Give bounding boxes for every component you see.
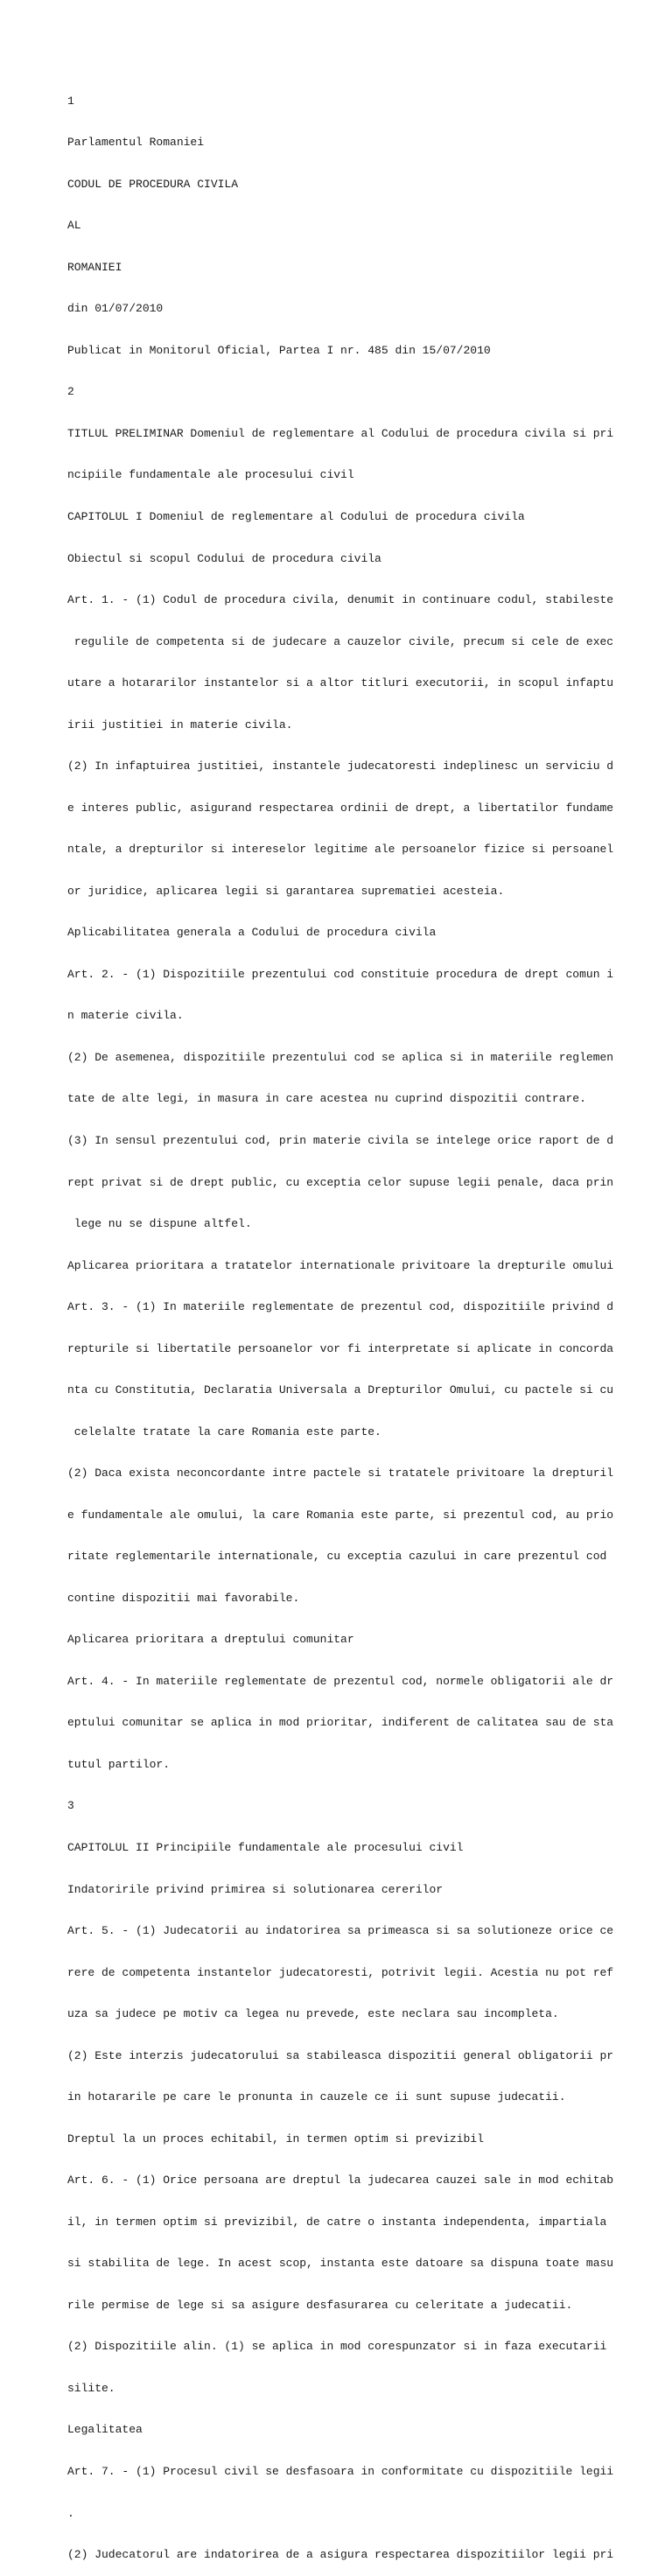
text-line: Aplicarea prioritara a dreptului comunitar — [67, 1633, 354, 1647]
text-line: rept privat si de drept public, cu exceptia celor supuse legii penale, daca prin — [67, 1175, 614, 1189]
text-line: ROMANIEI — [67, 260, 122, 274]
text-line: 3 — [67, 1799, 74, 1813]
text-line: rile permise de lege si sa asigure desfasurarea cu celeritate a judecatii. — [67, 2298, 573, 2312]
text-line: tate de alte legi, in masura in care acestea nu cuprind dispozitii contrare. — [67, 1092, 586, 1106]
text-line: Art. 5. - (1) Judecatorii au indatorirea sa primeasca si sa solutioneze orice ce — [67, 1924, 614, 1938]
text-line: Art. 2. - (1) Dispozitiile prezentului cod constituie procedura de drept comun i — [67, 967, 614, 981]
text-line: (2) In infaptuirea justitiei, instantele judecatoresti indeplinesc un serviciu d — [67, 760, 614, 774]
text-line: (3) In sensul prezentului cod, prin materie civila se intelege orice raport de d — [67, 1133, 614, 1147]
text-line: Parlamentul Romaniei — [67, 136, 205, 150]
text-line: (2) Judecatorul are indatorirea de a asigura respectarea dispozitiilor legii pri — [67, 2548, 614, 2562]
text-line: lege nu se dispune altfel. — [67, 1217, 252, 1231]
text-line: regulile de competenta si de judecare a cauzelor civile, precum si cele de exec — [67, 634, 614, 648]
text-line: CODUL DE PROCEDURA CIVILA — [67, 177, 239, 191]
text-line: Dreptul la un proces echitabil, in termen optim si previzibil — [67, 2132, 484, 2146]
text-line: tutul partilor. — [67, 1757, 171, 1771]
text-line: celelalte tratate la care Romania este parte. — [67, 1424, 382, 1438]
text-line: 1 — [67, 94, 74, 108]
text-line: (2) Dispozitiile alin. (1) se aplica in mod corespunzator si in faza executarii — [67, 2340, 607, 2354]
text-line: Legalitatea — [67, 2423, 143, 2437]
text-line: (2) Daca exista neconcordante intre pactele si tratatele privitoare la drepturil — [67, 1466, 614, 1480]
text-line: AL — [67, 219, 81, 233]
text-line: Aplicarea prioritara a tratatelor internationale privitoare la drepturile omului — [67, 1258, 614, 1272]
text-line: CAPITOLUL I Domeniul de reglementare al Codului de procedura civila — [67, 510, 525, 523]
text-line: din 01/07/2010 — [67, 302, 164, 316]
text-line: Art. 6. - (1) Orice persoana are dreptul la judecarea cauzei sale in mod echitab — [67, 2174, 614, 2188]
text-line: silite. — [67, 2381, 116, 2395]
text-line: rere de competenta instantelor judecatoresti, potrivit legii. Acestia nu pot ref — [67, 1965, 614, 1979]
text-line: contine dispozitii mai favorabile. — [67, 1591, 300, 1605]
text-line: si stabilita de lege. In acest scop, instanta este datoare sa dispuna toate masu — [67, 2257, 614, 2271]
text-line: Art. 7. - (1) Procesul civil se desfasoara in conformitate cu dispozitiile legii — [67, 2464, 614, 2478]
text-line: utare a hotararilor instantelor si a altor titluri executorii, in scopul infaptu — [67, 676, 614, 690]
text-line: eptului comunitar se aplica in mod prioritar, indiferent de calitatea sau de sta — [67, 1716, 614, 1730]
text-line: TITLUL PRELIMINAR Domeniul de reglementare al Codului de procedura civila si pri — [67, 426, 614, 440]
text-line: Art. 3. - (1) In materiile reglementate de prezentul cod, dispozitiile privind d — [67, 1300, 614, 1314]
text-line: 2 — [67, 385, 74, 399]
text-line: (2) Este interzis judecatorului sa stabileasca dispozitii general obligatorii pr — [67, 2048, 614, 2062]
text-line: CAPITOLUL II Principiile fundamentale ale procesului civil — [67, 1841, 464, 1854]
text-line: . — [67, 2506, 74, 2520]
text-line: Obiectul si scopul Codului de procedura civila — [67, 551, 382, 565]
text-line: Indatoririle privind primirea si solutionarea cererilor — [67, 1882, 444, 1896]
text-line: or juridice, aplicarea legii si garantarea suprematiei acesteia. — [67, 884, 505, 898]
text-line: in hotararile pe care le pronunta in cauzele ce ii sunt supuse judecatii. — [67, 2090, 566, 2104]
text-line: irii justitiei in materie civila. — [67, 718, 293, 732]
text-line: e fundamentale ale omului, la care Romania este parte, si prezentul cod, au prio — [67, 1508, 614, 1522]
text-line: ritate reglementarile internationale, cu exceptia cazului in care prezentul cod — [67, 1550, 607, 1564]
text-line: Art. 1. - (1) Codul de procedura civila, denumit in continuare codul, stabileste — [67, 593, 614, 607]
text-line: (2) De asemenea, dispozitiile prezentului cod se aplica si in materiile reglemen — [67, 1050, 614, 1064]
text-line: nta cu Constitutia, Declaratia Universala a Drepturilor Omului, cu pactele si cu — [67, 1383, 614, 1397]
text-line: ncipiile fundamentale ale procesului civil — [67, 468, 354, 482]
text-line: il, in termen optim si previzibil, de catre o instanta independenta, impartiala — [67, 2215, 607, 2229]
text-line: Art. 4. - In materiile reglementate de prezentul cod, normele obligatorii ale dr — [67, 1674, 614, 1688]
document-page — [67, 66, 662, 2576]
text-line: ntale, a drepturilor si intereselor legitime ale persoanelor fizice si persoanel — [67, 843, 614, 857]
text-line: repturile si libertatile persoanelor vor fi interpretate si aplicate in concorda — [67, 1341, 614, 1355]
text-line: n materie civila. — [67, 1009, 184, 1023]
text-line: Publicat in Monitorul Oficial, Partea I nr. 485 din 15/07/2010 — [67, 343, 491, 357]
text-line: e interes public, asigurand respectarea ordinii de drept, a libertatilor fundame — [67, 801, 614, 815]
text-line: Aplicabilitatea generala a Codului de procedura civila — [67, 926, 437, 940]
text-line: uza sa judece pe motiv ca legea nu prevede, este neclara sau incompleta. — [67, 2007, 559, 2021]
